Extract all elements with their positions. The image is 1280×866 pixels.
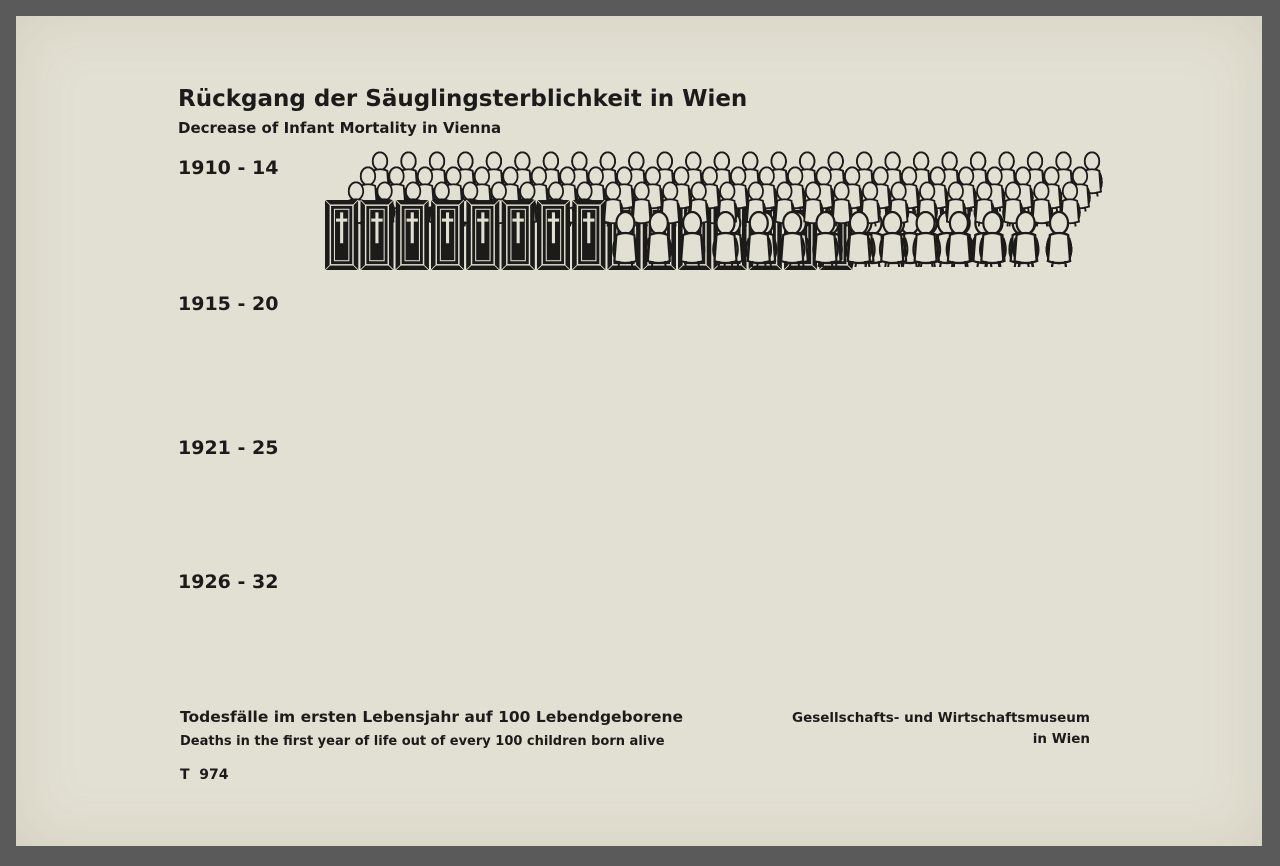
chart-subtitle: Decrease of Infant Mortality in Vienna xyxy=(178,119,502,137)
child-figure-icon xyxy=(813,212,838,267)
caption-german: Todesfälle im ersten Lebensjahr auf 100 Lebendgeborene xyxy=(180,708,684,726)
child-figure-icon xyxy=(947,212,972,267)
coffin-cross-icon xyxy=(325,200,358,270)
coffin-cross-icon xyxy=(502,200,535,270)
period-label: 1910 - 14 xyxy=(178,157,279,179)
poster-sheet xyxy=(16,16,1262,846)
credit-line-1: Gesellschafts- und Wirtschaftsmuseum xyxy=(792,710,1090,726)
caption-english: Deaths in the first year of life out of every 100 children born alive xyxy=(180,734,665,749)
child-figure-icon xyxy=(913,212,938,267)
child-figure-icon xyxy=(747,212,772,267)
coffin-cross-icon xyxy=(572,200,605,270)
coffin-cross-icon xyxy=(431,200,464,270)
child-figure-icon xyxy=(980,212,1005,267)
child-figure-icon xyxy=(680,212,705,267)
child-figure-icon xyxy=(1013,212,1038,267)
row-4 xyxy=(178,152,1102,593)
period-label: 1915 - 20 xyxy=(178,293,279,315)
child-figure-icon xyxy=(1047,212,1072,267)
child-figure-icon xyxy=(613,212,638,267)
pictogram-chart xyxy=(16,16,1262,846)
child-figure-icon xyxy=(713,212,738,267)
coffin-cross-icon xyxy=(396,200,429,270)
plate-number: T 974 xyxy=(180,767,229,783)
chart-title: Rückgang der Säuglingsterblichkeit in Wien xyxy=(178,86,748,112)
child-figure-icon xyxy=(880,212,905,267)
credit-line-2: in Wien xyxy=(1032,731,1090,747)
period-label: 1921 - 25 xyxy=(178,437,279,459)
coffin-cross-icon xyxy=(466,200,499,270)
child-figure-icon xyxy=(780,212,805,267)
pictogram-rows xyxy=(178,152,1102,593)
child-figure-icon xyxy=(847,212,872,267)
coffin-cross-icon xyxy=(537,200,570,270)
period-label: 1926 - 32 xyxy=(178,571,279,593)
child-figure-icon xyxy=(647,212,672,267)
coffin-cross-icon xyxy=(360,200,393,270)
